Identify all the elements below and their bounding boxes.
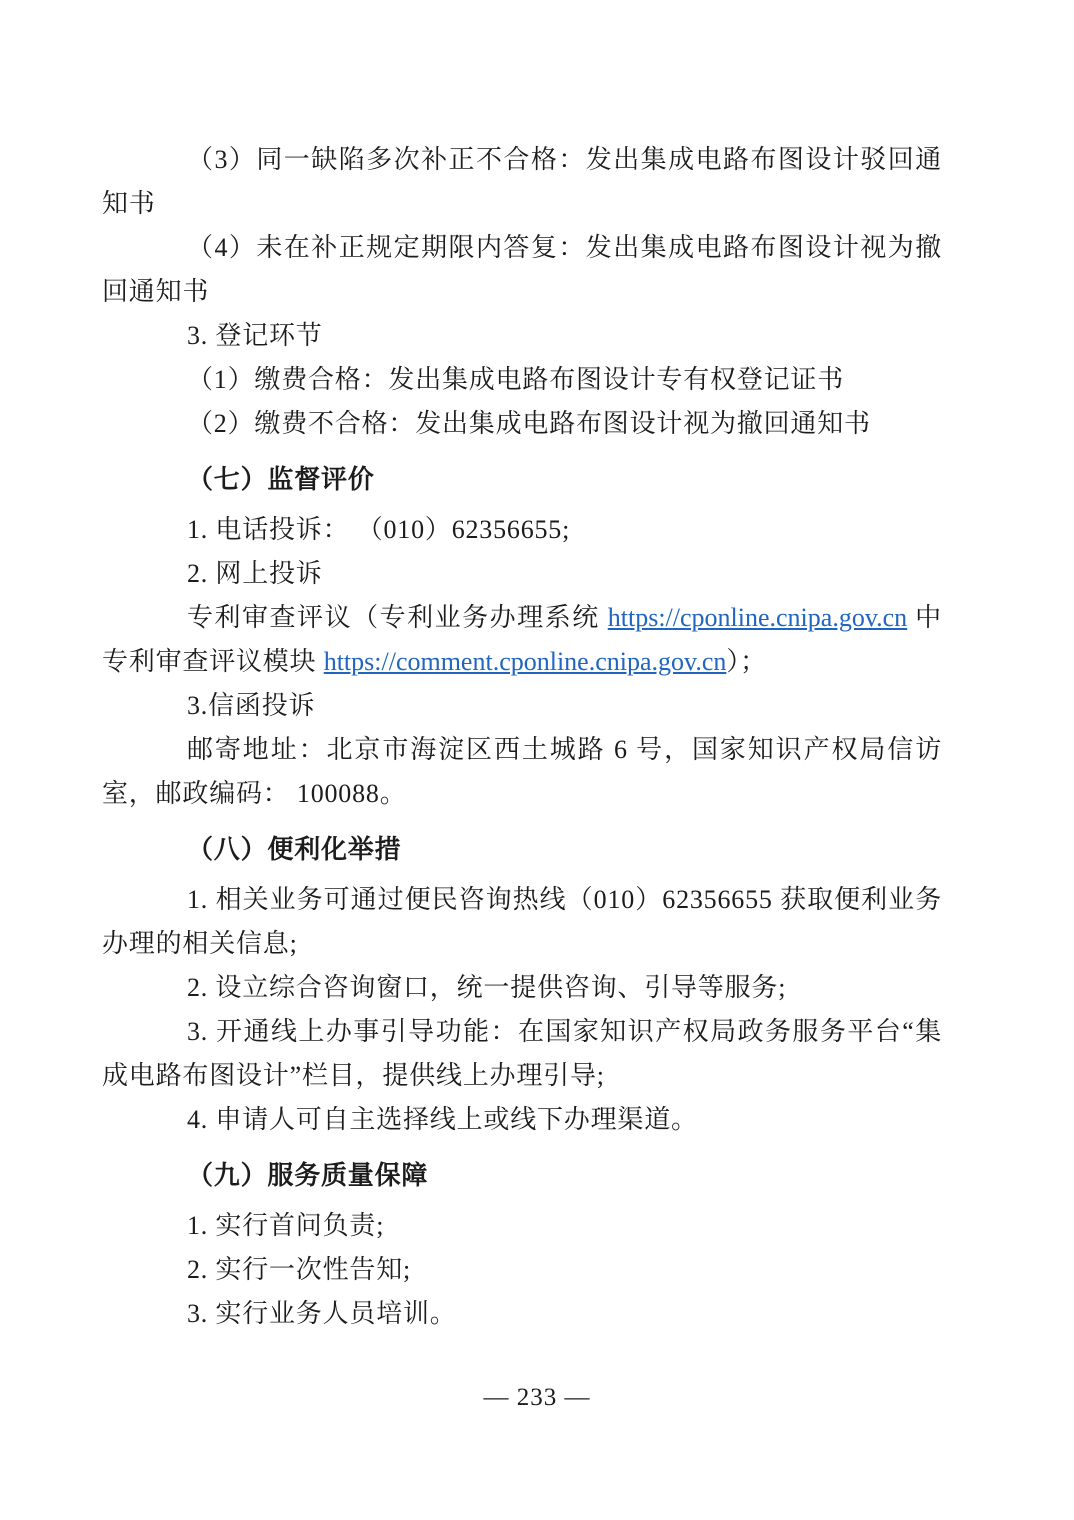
- paragraph-online-guidance: 3. 开通线上办事引导功能：在国家知识产权局政务服务平台“集成电路布图设计”栏目，提供线上办理引导;: [102, 1017, 942, 1090]
- text-segment: ）；: [726, 647, 767, 676]
- page-number: — 233 —: [483, 1384, 591, 1411]
- link-cponline[interactable]: https://cponline.cnipa.gov.cn: [607, 603, 908, 632]
- link-comment-cponline[interactable]: https://comment.cponline.cnipa.gov.cn: [323, 647, 727, 676]
- paragraph-hotline-info: 1. 相关业务可通过便民咨询热线（010）62356655 获取便利业务办理的相关信息;: [102, 885, 942, 958]
- paragraph-online-complaint: 2. 网上投诉: [187, 559, 323, 588]
- heading-supervision-evaluation: （七）监督评价: [187, 465, 375, 494]
- paragraph-mailing-address: 邮寄地址：北京市海淀区西土城路 6 号，国家知识产权局信访室，邮政编码： 100088。: [102, 735, 942, 808]
- heading-service-quality-guarantee: （九）服务质量保障: [187, 1161, 429, 1190]
- paragraph-no-reply-withdrawal: （4）未在补正规定期限内答复：发出集成电路布图设计视为撤回通知书: [102, 233, 942, 306]
- paragraph-letter-complaint: 3.信函投诉: [187, 691, 316, 720]
- paragraph-registration-step: 3. 登记环节: [187, 321, 323, 350]
- text-segment: 专利审查评议（专利业务办理系统: [187, 603, 608, 632]
- paragraph-fee-qualified: （1）缴费合格：发出集成电路布图设计专有权登记证书: [187, 365, 845, 394]
- paragraph-patent-review-links: [102, 596, 942, 684]
- paragraph-phone-complaint: 1. 电话投诉： （010）62356655;: [187, 515, 571, 544]
- paragraph-staff-training: 3. 实行业务人员培训。: [187, 1299, 457, 1328]
- paragraph-channel-choice: 4. 申请人可自主选择线上或线下办理渠道。: [187, 1105, 698, 1134]
- document-content: [102, 138, 942, 1336]
- heading-facilitation-measures: （八）便利化举措: [187, 835, 402, 864]
- paragraph-consultation-window: 2. 设立综合咨询窗口，统一提供咨询、引导等服务;: [187, 973, 787, 1002]
- paragraph-first-inquiry-responsibility: 1. 实行首问负责;: [187, 1211, 385, 1240]
- paragraph-fee-unqualified: （2）缴费不合格：发出集成电路布图设计视为撤回通知书: [187, 409, 871, 438]
- paragraph-defect-rejection: （3）同一缺陷多次补正不合格：发出集成电路布图设计驳回通知书: [102, 145, 942, 218]
- text-segment: 中专利审查评议模块: [102, 603, 942, 676]
- paragraph-one-time-notification: 2. 实行一次性告知;: [187, 1255, 412, 1284]
